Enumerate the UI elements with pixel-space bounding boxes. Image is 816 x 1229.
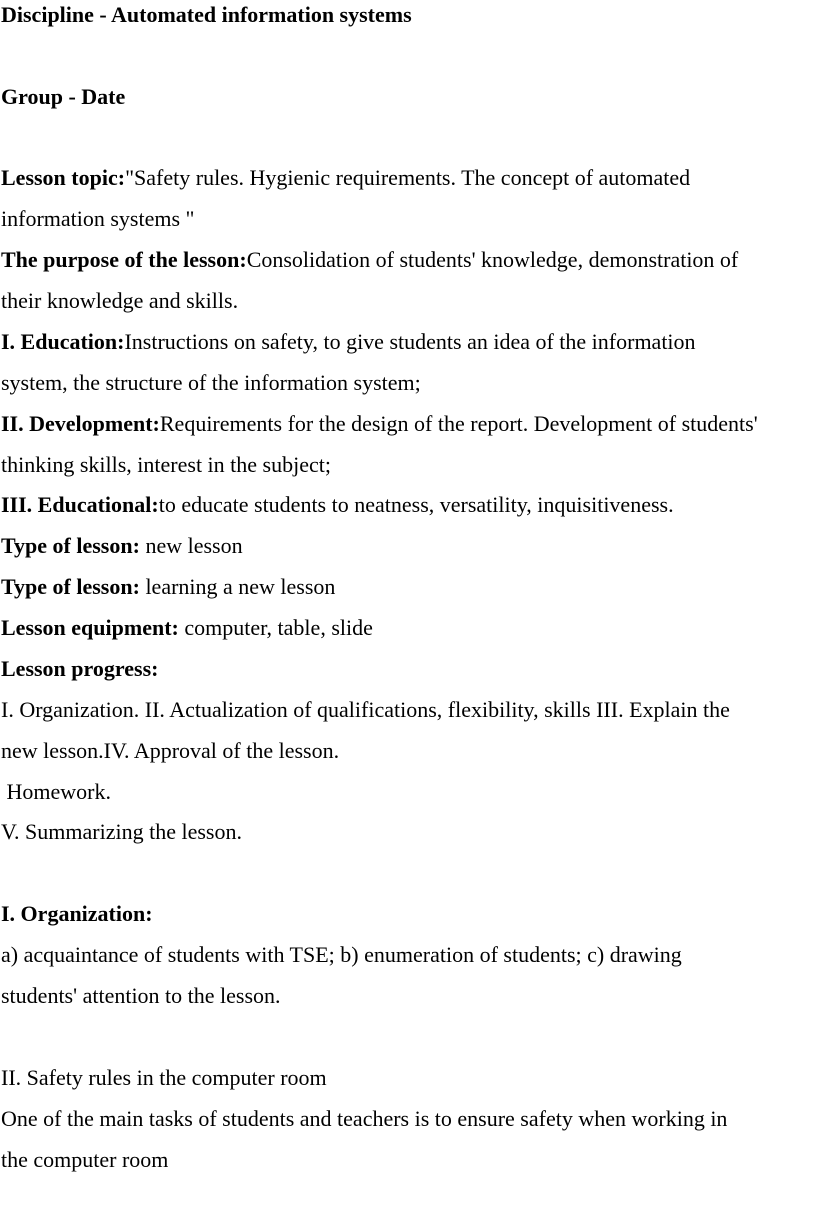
development-label: II. Development: (1, 411, 160, 436)
educational-line (1, 491, 674, 519)
lesson-progress-line-4: V. Summarizing the lesson. (1, 819, 242, 844)
lesson-topic-line-2: information systems " (1, 206, 195, 231)
lesson-type-label-1: Type of lesson: (1, 533, 140, 558)
lesson-equipment-line (1, 614, 373, 642)
development-line-1 (1, 410, 758, 438)
development-text: Requirements for the design of the report. Development of students' (159, 411, 758, 436)
lesson-progress-line-2: new lesson.IV. Approval of the lesson. (1, 738, 340, 763)
lesson-equipment-text: computer, table, slide (178, 615, 373, 640)
educational-text: to educate students to neatness, versatility, inquisitiveness. (158, 492, 674, 517)
education-line-1 (1, 328, 696, 356)
lesson-progress-line-1: I. Organization. II. Actualization of qualifications, flexibility, skills III. Explain the (1, 697, 730, 722)
safety-heading: II. Safety rules in the computer room (1, 1065, 327, 1090)
lesson-purpose-text: Consolidation of students' knowledge, demonstration of (246, 247, 739, 272)
discipline-heading: Discipline - Automated information systems (1, 2, 412, 27)
lesson-type-text-2: learning a new lesson (139, 574, 336, 599)
organization-line-1: a) acquaintance of students with TSE; b) enumeration of students; c) drawing (1, 942, 682, 967)
group-date-heading: Group - Date (1, 84, 126, 109)
lesson-purpose-label: The purpose of the lesson: (1, 247, 247, 272)
lesson-progress-line-3: Homework. (1, 779, 111, 804)
lesson-type-line-2 (1, 573, 335, 601)
lesson-equipment-label: Lesson equipment: (1, 615, 179, 640)
lesson-type-label-2: Type of lesson: (1, 574, 140, 599)
education-line-2: system, the structure of the information system; (1, 370, 421, 395)
organization-line-2: students' attention to the lesson. (1, 983, 281, 1008)
education-text: Instructions on safety, to give students an idea of the information (124, 329, 696, 354)
lesson-type-line-1 (1, 532, 243, 560)
lesson-topic-label: Lesson topic: (1, 165, 126, 190)
development-line-2: thinking skills, interest in the subject; (1, 452, 331, 477)
organization-heading: I. Organization: (1, 901, 153, 926)
lesson-purpose-line-1 (1, 246, 738, 274)
lesson-topic-text: "Safety rules. Hygienic requirements. The concept of automated (125, 165, 691, 190)
lesson-progress-label: Lesson progress: (1, 656, 159, 681)
lesson-purpose-line-2: their knowledge and skills. (1, 288, 239, 313)
education-label: I. Education: (1, 329, 125, 354)
lesson-type-text-1: new lesson (139, 533, 243, 558)
lesson-topic-line-1 (1, 164, 690, 192)
educational-label: III. Educational: (1, 492, 159, 517)
safety-line-2: the computer room (1, 1147, 169, 1172)
safety-line-1: One of the main tasks of students and teachers is to ensure safety when working in (1, 1106, 728, 1131)
